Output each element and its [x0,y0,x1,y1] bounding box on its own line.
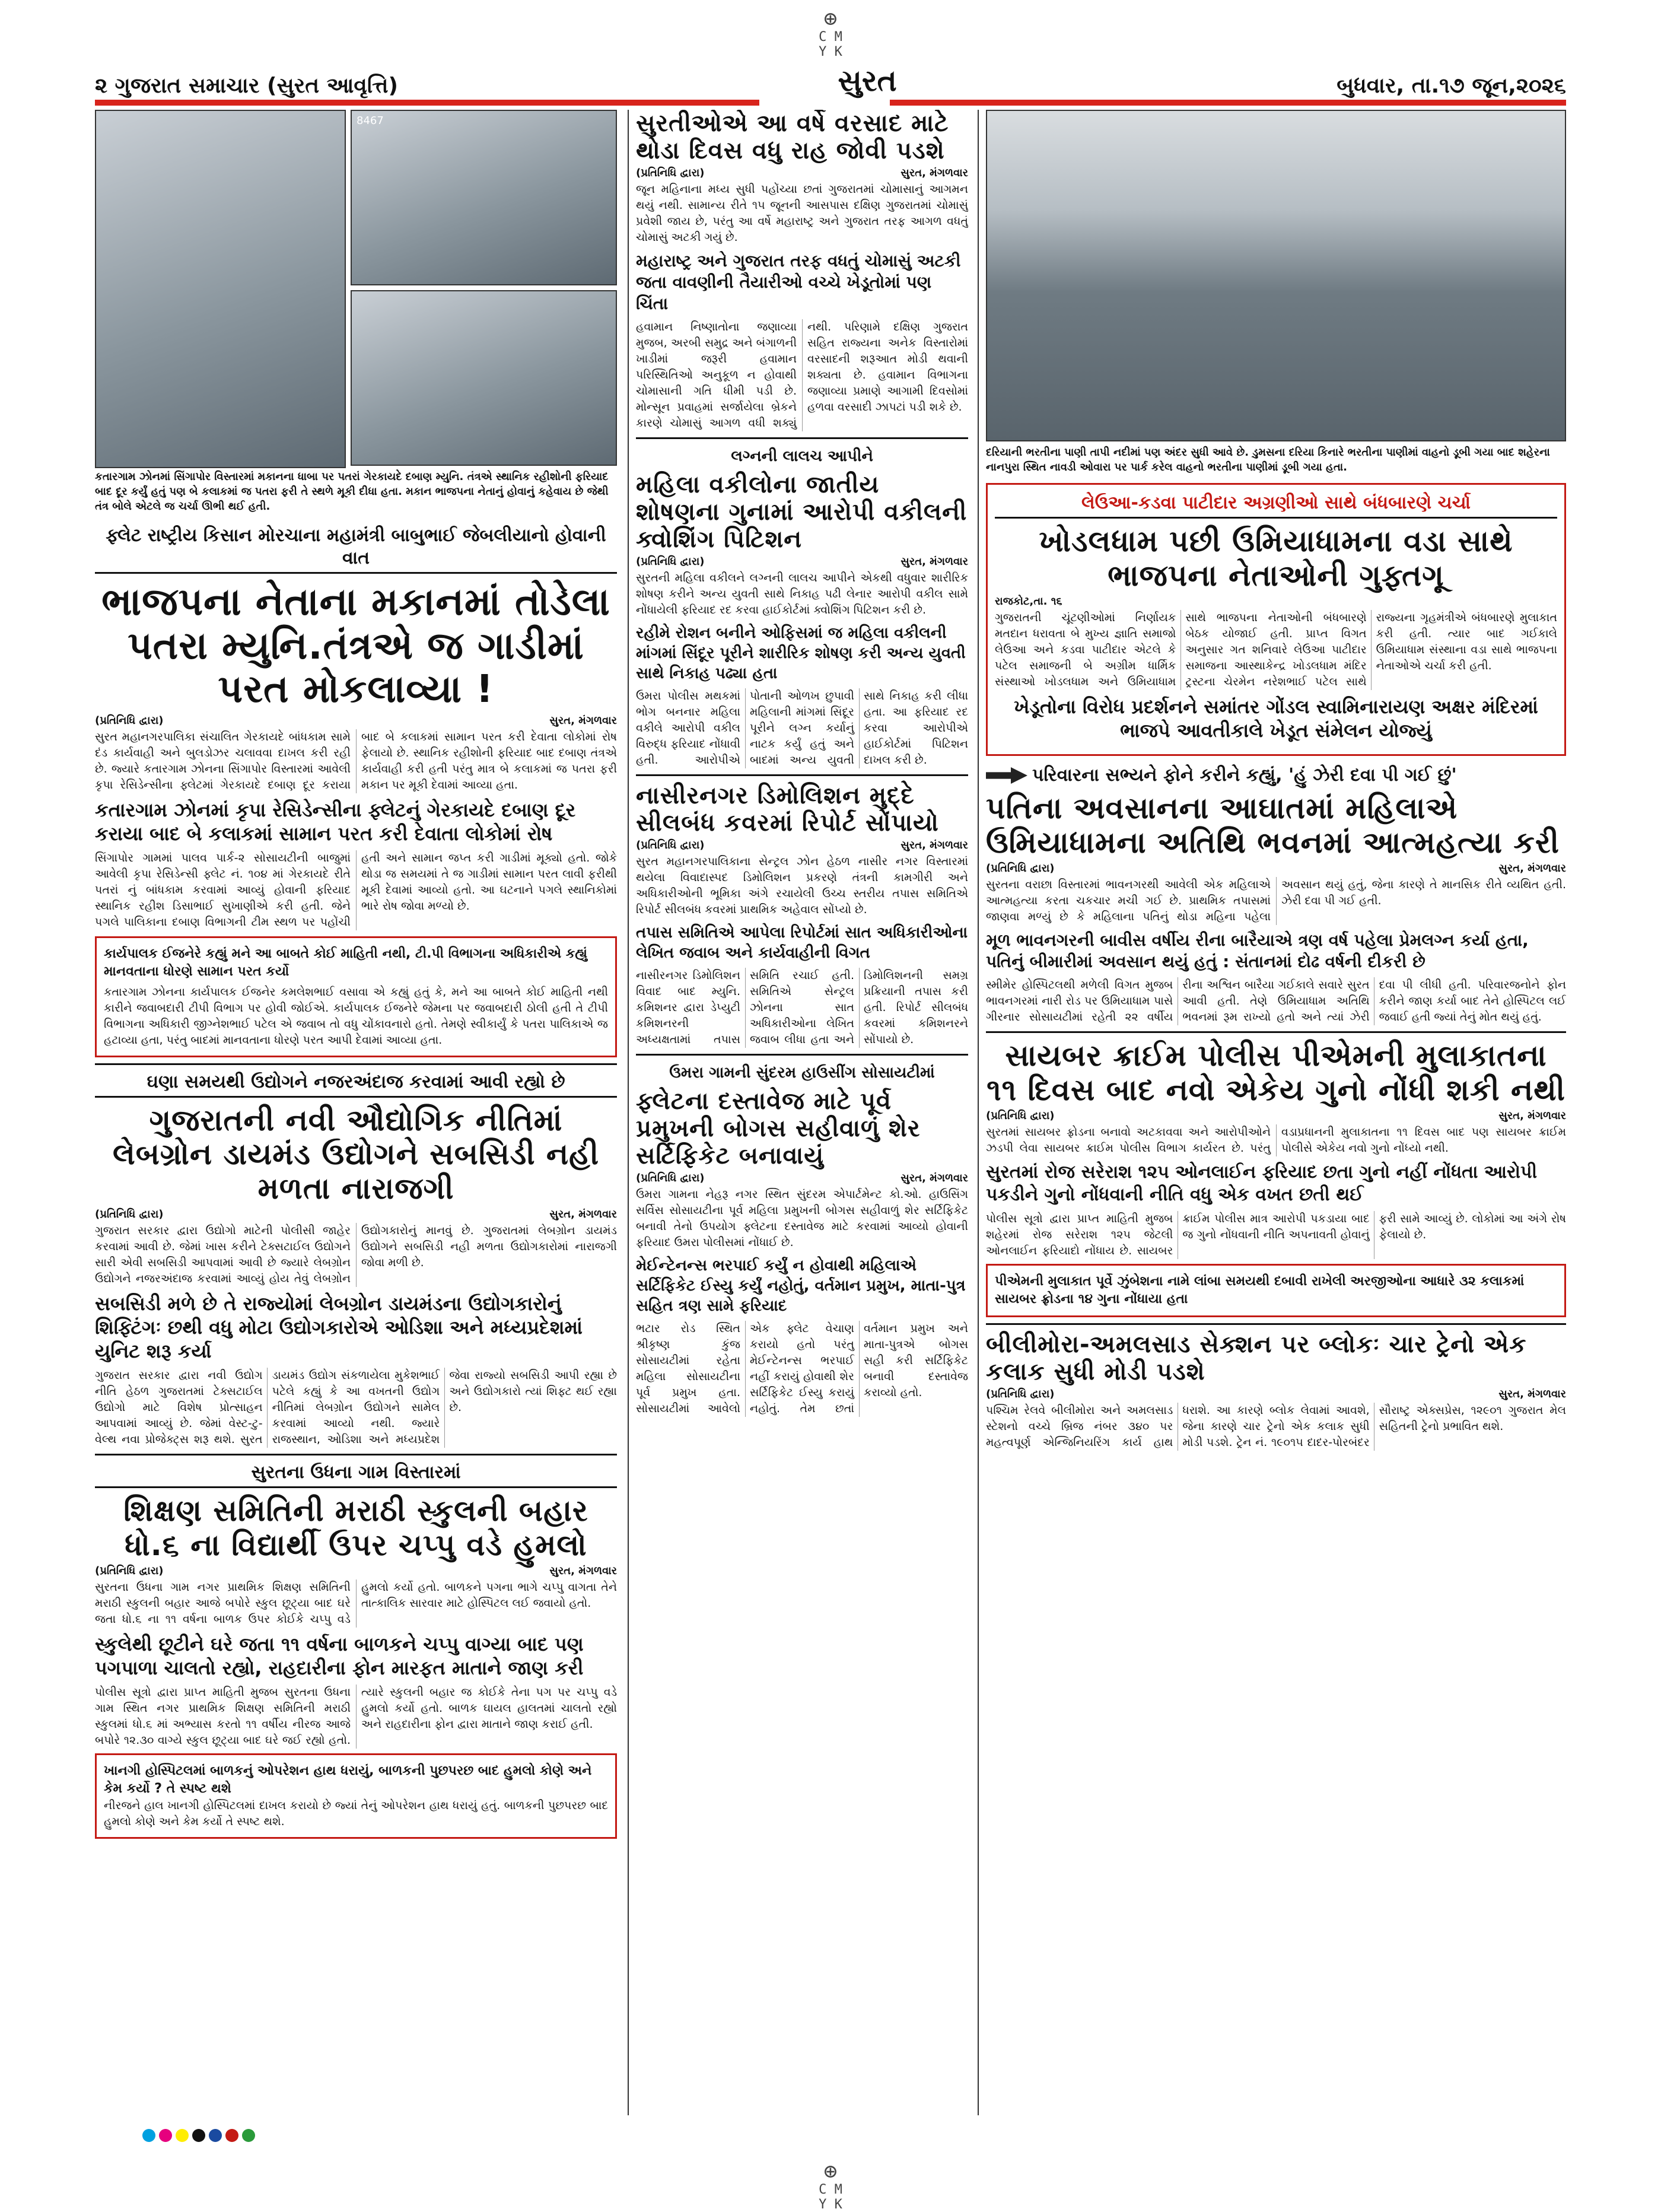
story-headline: નાસીરનગર ડિમોલિશન મુદ્દે સીલબંધ કવરમાં રિપોર્ટ સોંપાયો [636,782,939,837]
story-kicker-row [986,764,1566,787]
left-column [95,110,617,2115]
color-swatch [142,2129,155,2142]
byline: (પ્રતિનિધિ દ્વારા) [636,555,705,568]
registration-letters: C M Y K [819,2182,842,2212]
story-headline: પતિના અવસાનના આઘાતમાં મહિલાએ ઉમિયાધામના અતિથિ ભવનમાં આત્મહત્યા કરી [986,791,1560,860]
story-headline: ખોડલધામ પછી ઉમિયાધામના વડા સાથે ભાજપના નેતાઓની ગુફ્તગૂ [1039,524,1513,593]
story-body: સુરતના ઉધના ગામ નગર પ્રાથમિક શિક્ષણ સમિતિની મરાઠી સ્કુલની બહાર આજે બપોરે સ્કુલ છૂટ્યા બાદ ઘરે જતા ધો.૬ ના ૧૧ વર્ષના બાળક ઉપર કોઈકે ચપ્પુ વડે હુમલો કર્યો હતો. બાળકને પગના ભાગે ચપ્પુ વાગતા તેને તાત્કાલિક સારવાર માટે હોસ્પિટલ લઈ જવાયો હતો. [95,1581,617,1626]
story-dateline-row [986,1388,1566,1400]
story-subhead: રહીમે રોશન બનીને ઓફિસમાં જ મહિલા વકીલની માંગમાં સિંદૂર પૂરીને શારીરિક શોષણ કરી અન્ય યુવતી સાથે નિકાહ પઢ્યા હતા [636,624,966,682]
photo-stamp: 8467 [357,115,384,127]
dateline: સુરત, મંગળવાર [900,167,968,179]
color-swatch [159,2129,172,2142]
sidebar-box [95,936,617,1057]
story-dateline-row [986,1110,1566,1122]
story-subhead: મેઈન્ટેનન્સ ભરપાઈ કર્યું ન હોવાથી મહિલાએ સર્ટિફિકેટ ઈસ્યુ કર્યું નહોતું, વર્તમાન પ્રમુખ, માતા-પુત્ર સહિત ત્રણ સામે ફરિયાદ [636,1257,966,1315]
dateline: સુરત, મંગળવાર [549,1208,617,1221]
byline: (પ્રતિનિધિ દ્વારા) [636,167,705,179]
registration-mark-top: ⊕ C M Y K [813,7,848,59]
box-body: નીરજને હાલ ખાનગી હોસ્પિટલમાં દાખલ કરાયો છે જ્યાં તેનું ઓપરેશન હાથ ધરાયું હતું. બાળકની પુછપરછ બાદ હુમલો કોણે અને કેમ કર્યો તે સ્પષ્ટ થશે. [104,1799,608,1829]
color-control-strip [142,2129,255,2142]
story-subhead: સબસિડી મળે છે તે રાજ્યોમાં લેબગ્રોન ડાયમંડના ઉદ્યોગકારોનું શિફ્ટિંગઃ છથી વધુ મોટા ઉદ્યોગકારોએ ઓડિશા અને મધ્યપ્રદેશમાં યુનિટ શરૂ કર્યા [95,1292,583,1363]
byline: (પ્રતિનિધિ દ્વારા) [986,1110,1055,1122]
box-title: કાર્યપાલક ઈજનેરે કહ્યું મને આ બાબતે કોઈ માહિતી નથી, ટી.પી વિભાગના અધિકારીએ કહ્યું માનવતાના ધોરણે સામાન પરત કર્યો [104,946,587,979]
story-dateline-row [95,1565,617,1577]
flooded-cars-photo [986,110,1566,441]
story-subhead: સુરતમાં રોજ સરેરાશ ૧૨૫ ઓનલાઈન ફરિયાદ છતા ગુનો નહીં નોંધતા આરોપી પકડીને ગુનો નોંધવાની નીતિ વધુ એક વખત છતી થઈ [986,1162,1538,1205]
story-dateline-row [986,862,1566,875]
story-kicker: સુરતના ઉધના ગામ વિસ્તારમાં [95,1461,617,1488]
story-body: સુરતના વરાછા વિસ્તારમાં ભાવનગરથી આવેલી એક મહિલાએ આત્મહત્યા કરતા ચકચાર મચી ગઈ છે. પ્રાથમિક તપાસમાં જાણવા મળ્યું છે કે મહિલાના પતિનું થોડા મહિના પહેલા અવસાન થયું હતું, જેના કારણે તે માનસિક રીતે વ્યથિત હતી. ઝેરી દવા પી ગઈ હતી. [986,878,1566,923]
story-kicker: લગ્નની લાલચ આપીને [731,447,873,465]
top-left-photos [95,110,617,466]
dateline: સુરત, મંગળવાર [549,1565,617,1578]
story-body-2: નાસીરનગર ડિમોલિશન વિવાદ બાદ મ્યુનિ. કમિશનર દ્વારા ડેપ્યુટી કમિશનરની અધ્યક્ષતામાં તપાસ સમિતિ રચાઈ હતી. સમિતિએ સેન્ટ્રલ ઝોનના સાત અધિકારીઓના લેખિત જવાબ લીધા હતા અને ડિમોલિશનની સમગ્ર પ્રક્રિયાની તપાસ કરી હતી. રિપોર્ટ સીલબંધ કવરમાં કમિશનરને સોંપાયો છે. [636,969,968,1046]
color-swatch [176,2129,189,2142]
masthead-rule-left [95,100,759,106]
story-kicker: ફ્લેટ રાષ્ટ્રીય કિસાન મોરચાના મહામંત્રી બાબુભાઈ જેબલીયાનો હોવાની વાત [95,525,617,574]
sidebar-box [95,1753,617,1839]
story-kicker: પરિવારના સભ્યને ફોને કરીને કહ્યું, 'હું ઝેરી દવા પી ગઈ છું' [1032,765,1457,786]
story-body-2: સ્મીમેર હોસ્પિટલથી મળેલી વિગત મુજબ ભાવનગરમાં નારી રોડ પર ઉમિયાધામ પાસે ગીરનાર સોસાયટીમાં રહેતી ૨૨ વર્ષીય રીના અશ્વિન બારૈયા ગઈકાલે સવારે સુરત આવી હતી. તેણે ઉમિયાધામ અતિથિ ભવનમાં રૂમ રાખ્યો હતો અને ત્યાં ઝેરી દવા પી લીધી હતી. પરિવારજનોને ફોન કરીને જાણ કર્યા બાદ તેને હોસ્પિટલ લઈ જવાઈ હતી જ્યાં તેનું મોત થયું હતું. [986,978,1566,1024]
story-dateline-row [636,839,968,851]
story-subhead: તપાસ સમિતિએ આપેલા રિપોર્ટમાં સાત અધિકારીઓના લેખિત જવાબ અને કાર્યવાહીની વિગત [636,924,968,962]
registration-letters: C M Y K [819,30,842,59]
story-headline: બીલીમોરા-અમલસાડ સેક્શન પર બ્લોકઃ ચાર ટ્રેનો એક કલાક સુધી મોડી પડશે [986,1331,1527,1385]
dateline: સુરત, મંગળવાર [549,714,617,727]
story-kicker: લેઉઆ-કડવા પાટીદાર અગ્રણીઓ સાથે બંધબારણે ચર્ચા [995,492,1557,519]
story-body: સુરતમાં સાયબર ફ્રોડના બનાવો અટકાવવા અને આરોપીઓને ઝડપી લેવા સાયબર ક્રાઈમ પોલીસ વિભાગ કાર્યરત છે. પરંતુ વડાપ્રધાનની મુલાકાતના ૧૧ દિવસ બાદ પણ સાયબર ક્રાઈમ પોલીસે એકેય નવો ગુનો નોંધ્યો નથી. [986,1126,1566,1155]
dateline: સુરત, મંગળવાર [1498,862,1566,875]
story-subhead: સ્કુલેથી છૂટીને ઘરે જતા ૧૧ વર્ષના બાળકને ચપ્પુ વાગ્યા બાદ પણ પગપાળા ચાલતો રહ્યો, રાહદારીના ફોન મારફત માતાને જાણ કરી [95,1633,584,1680]
story-subhead: મહારાષ્ટ્ર અને ગુજરાત તરફ વધતું ચોમાસું અટકી જતા વાવણીની તૈયારીઓ વચ્ચે ખેડૂતોમાં પણ ચિંતા [636,251,961,313]
story-body-2: હવામાન નિષ્ણાતોના જણાવ્યા મુજબ, અરબી સમુદ્ર અને બંગાળની ખાડીમાં જરૂરી હવામાન પરિસ્થિતિઓ અનુકૂળ ન હોવાથી ચોમાસાની ગતિ ધીમી પડી છે. મોન્સૂન પ્રવાહમાં સર્જાયેલા બ્રેકને કારણે ચોમાસું આગળ વધી શક્યું નથી. પરિણામે દક્ષિણ ગુજરાત સહિત રાજ્યના અનેક વિસ્તારોમાં વરસાદની શરૂઆત મોડી થવાની શક્યતા છે. હવામાન વિભાગના જણાવ્યા પ્રમાણે આગામી દિવસોમાં હળવા વરસાદી ઝાપટાં પડી શકે છે. [636,320,968,430]
story-body: ઉમરા ગામના નેહરૂ નગર સ્થિત સુંદરમ એપાર્ટમેન્ટ કો.ઓ. હાઉસિંગ સર્વિસ સોસાયટીના પૂર્વ મહિલા પ્રમુખની બોગસ સહીવાળું શેર સર્ટિફિકેટ બનાવી તેનો ઉપયોગ ફ્લેટના દસ્તાવેજ માટે કરવામાં આવ્યો હોવાની ફરિયાદ ઉમરા પોલીસમાં નોંધાઈ છે. [636,1188,968,1249]
right-column [986,110,1566,2115]
byline: (પ્રતિનિધિ દ્વારા) [95,1208,164,1221]
dateline: સુરત, મંગળવાર [1498,1110,1566,1122]
edition-label: ૨ ગુજરાત સમાચાર (સુરત આવૃત્તિ) [95,74,398,98]
story-body: પશ્ચિમ રેલવે બીલીમોરા અને અમલસાડ સ્ટેશનો વચ્ચે બ્રિજ નંબર ૩૪૦ પર મહત્વપૂર્ણ એન્જિનિયરિંગ કાર્ય હાથ ધરાશે. આ કારણે બ્લોક લેવામાં આવશે, જેના કારણે ચાર ટ્રેનો એક કલાક સુધી મોડી પડશે. ટ્રેન નં. ૧૯૦૧૫ દાદર-પોરબંદર સૌરાષ્ટ્ર એક્સપ્રેસ, ૧૨૯૦૧ ગુજરાત મેલ સહિતની ટ્રેનો પ્રભાવિત થશે. [986,1404,1566,1449]
masthead [95,64,1566,98]
story-subhead: ખેડૂતોના વિરોધ પ્રદર્શનને સમાંતર ગોંડલ સ્વામિનારાયણ અક્ષર મંદિરમાં ભાજપે આવતીકાલે ખેડૂત સંમેલન યોજ્યું [1014,695,1538,742]
color-swatch [209,2129,222,2142]
story-dateline-row [636,555,968,568]
story-headline: મહિલા વકીલોના જાતીય શોષણના ગુનામાં આરોપી વકીલની ક્વોશિંગ પિટિશન [636,471,968,553]
dateline: સુરત, મંગળવાર [900,1172,968,1184]
story-headline: ભાજપના નેતાના મકાનમાં તોડેલા પતરા મ્યુનિ.તંત્રએ જ ગાડીમાં પરત મોકલાવ્યા ! [101,580,610,712]
story-headline: સાયબર ક્રાઈમ પોલીસ પીએમની મુલાકાતના ૧૧ દિવસ બાદ નવો એકેય ગુનો નોંધી શકી નથી [987,1038,1565,1107]
dateline: સુરત, મંગળવાર [1498,1388,1566,1400]
story-dateline-row [995,595,1557,608]
dateline: રાજકોટ,તા. ૧૬ [995,595,1062,608]
byline: (પ્રતિનિધિ દ્વારા) [95,1565,164,1578]
pointing-hand-icon [986,767,1027,784]
color-swatch [192,2129,205,2142]
demolition-photo [351,290,617,466]
column-rule [978,110,979,2115]
story-body-2: સિંગાપોર ગામમાં પાલવ પાર્ક-૨ સોસાયટીની બાજુમાં આવેલી કૃપા રેસિડેન્સી ફ્લેટ નં. ૧૦૪ માં ગેરકાયદે રીતે પતરાં નું બાંધકામ કરવામાં આવ્યું હોવાની ફરિયાદ સ્થાનિક રહીશ ડિસાભાઈ સુખાણીએ કરી હતી. જેને પગલે પાલિકાના દબાણ વિભાગની ટીમ સ્થળ પર પહોંચી હતી અને સામાન જપ્ત કરી ગાડીમાં મૂક્યો હતો. જોકે થોડા જ સમયમાં તે જ ગાડીમાં સામાન પરત લાવી ફરીથી મૂકી દેવામાં આવ્યો હતો. આ ઘટનાને પગલે સ્થાનિકોમાં ભારે રોષ જોવા મળ્યો છે. [95,851,617,929]
story-body: સુરતની મહિલા વકીલને લગ્નની લાલચ આપીને એકથી વધુવાર શારીરિક શોષણ કરીને અન્ય યુવતી સાથે નિકાહ પઢી લેનાર આરોપી વકીલ સામે નોંધાયેલી ફરિયાદ રદ કરવા હાઈકોર્ટમાં ક્વોશિંગ પિટિશન કરી છે. [636,571,968,616]
story-body: ગુજરાતની ચૂંટણીઓમાં નિર્ણાયક મતદાન ધરાવતા બે મુખ્ય જ્ઞાતિ સમાજો લેઉઆ અને કડવા પાટીદાર એટલે કે પટેલ સમાજની બે અગ્રીમ ધાર્મિક સંસ્થાઓ ખોડલધામ અને ઉમિયાધામ સાથે ભાજપના નેતાઓની બંધબારણે બેઠક યોજાઈ હતી. પ્રાપ્ત વિગત અનુસાર ગત શનિવારે લેઉઆ પાટીદાર સમાજના આસ્થાકેન્દ્ર ખોડલધામ મંદિર ટ્રસ્ટના ચેરમેન નરેશભાઈ પટેલ સાથે રાજ્યના ગૃહમંત્રીએ બંધબારણે મુલાકાત કરી હતી. ત્યાર બાદ ગઈકાલે ઉમિયાધામ સંસ્થાના વડા સાથે ભાજપના નેતાઓએ ચર્ચા કરી હતી. [995,611,1557,688]
story-body-2: પોલીસ સૂત્રો દ્વારા પ્રાપ્ત માહિતી મુજબ સુરતના ઉધના ગામ સ્થિત નગર પ્રાથમિક શિક્ષણ સમિતિની મરાઠી સ્કુલમાં ધો.૬ માં અભ્યાસ કરતો ૧૧ વર્ષીય નીરજ આજે બપોરે ૧૨.૩૦ વાગ્યે સ્કુલ છૂટ્યા બાદ ઘરે જઈ રહ્યો હતો. ત્યારે સ્કુલની બહાર જ કોઈકે તેના પગ પર ચપ્પુ વડે હુમલો કર્યો હતો. બાળક ઘાયલ હાલતમાં ચાલતો રહ્યો અને રાહદારીના ફોન દ્વારા માતાને જાણ કરાઈ હતી. [95,1686,617,1747]
byline: (પ્રતિનિધિ દ્વારા) [636,1172,705,1184]
khodaldham-box [986,483,1566,756]
color-swatch [225,2129,238,2142]
story-body-2: પોલીસ સૂત્રો દ્વારા પ્રાપ્ત માહિતી મુજબ શહેરમાં રોજ સરેરાશ ૧૨૫ જેટલી ઓનલાઈન ફરિયાદો નોંધાય છે. સાયબર ક્રાઈમ પોલીસ માત્ર આરોપી પકડાયા બાદ જ ગુનો નોંધવાની નીતિ અપનાવતી હોવાનું ફરી સામે આવ્યું છે. લોકોમાં આ અંગે રોષ ફેલાયો છે. [986,1212,1566,1257]
story-subhead: મૂળ ભાવનગરની બાવીસ વર્ષીય રીના બારૈયાએ ત્રણ વર્ષ પહેલા પ્રેમલગ્ન કર્યા હતા, પતિનું બીમારીમાં અવસાન થયું હતું : સંતાનમાં દોઢ વર્ષની દીકરી છે [986,930,1529,971]
dateline: સુરત, મંગળવાર [900,555,968,568]
photo-caption: કતારગામ ઝોનમાં સિંગાપોર વિસ્તારમાં મકાનના ધાબા પર પતરાં ગેરકાયદે દબાણ મ્યુનિ. તંત્રએ સ્થાનિક રહીશોની ફરિયાદ બાદ દૂર કર્યું હતું પણ બે કલાકમાં જ પતરા ફરી તે સ્થળે મૂકી દીધા હતા. મકાન ભાજપના નેતાનું હોવાનું કહેવાય છે જેથી તંત્ર બોલે એટલે જ ચર્ચા ઊભી થઈ હતી. [95,471,609,513]
byline: (પ્રતિનિધિ દ્વારા) [986,862,1055,875]
story-body-2: ઉમરા પોલીસ મથકમાં ભોગ બનનાર મહિલા વકીલે આરોપી વકીલ વિરુદ્ધ ફરિયાદ નોંધાવી હતી. આરોપીએ પોતાની ઓળખ છુપાવી મહિલાની માંગમાં સિંદૂર પૂરીને લગ્ન કર્યાનું નાટક કર્યું હતું અને બાદમાં અન્ય યુવતી સાથે નિકાહ કરી લીધા હતા. આ ફરિયાદ રદ કરવા આરોપીએ હાઈકોર્ટમાં પિટિશન દાખલ કરી છે. [636,689,968,767]
story-body-2: ગુજરાત સરકાર દ્વારા નવી ઉદ્યોગ નીતિ હેઠળ ગુજરાતમાં ટેક્સટાઈલ ઉદ્યોગો માટે વિશેષ પ્રોત્સાહન આપવામાં આવ્યું છે. જેમાં વેસ્ટ-ટુ-વેલ્થ નવા પ્રોજેક્ટ્સ શરૂ થશે. સુરત ડાયમંડ ઉદ્યોગ સંકળાયેલા મુકેશભાઈ પટેલે કહ્યું કે આ વખતની ઉદ્યોગ નીતિમાં લેબગ્રોન ઉદ્યોગને સામેલ કરવામાં આવ્યો નથી. જ્યારે રાજસ્થાન, ઓડિશા અને મધ્યપ્રદેશ જેવા રાજ્યો સબસિડી આપી રહ્યા છે અને ઉદ્યોગકારો ત્યાં શિફ્ટ થઈ રહ્યા છે. [95,1369,617,1447]
building-photo [95,110,346,468]
story-kicker: ઉમરા ગામની સુંદરમ હાઉસીંગ સોસાયટીમાં [669,1064,935,1082]
byline: (પ્રતિનિધિ દ્વારા) [95,714,164,727]
color-swatch [242,2129,255,2142]
middle-column [636,110,968,2115]
byline: (પ્રતિનિધિ દ્વારા) [986,1388,1055,1400]
byline: (પ્રતિનિધિ દ્વારા) [636,839,705,851]
section-title: સુરત [838,63,897,98]
photo-caption: દરિયાની ભરતીના પાણી તાપી નદીમાં પણ અંદર સુધી આવે છે. ડુમસના દરિયા કિનારે ભરતીના પાણીમાં વાહનો ડૂબી ગયા બાદ શહેરના નાનપુરા સ્થિત નાવડી ઓવારા પર પાર્ક કરેલ વાહનો ભરતીના પાણીમાં ડૂબી ગયા હતા. [986,446,1550,473]
box-title: ખાનગી હોસ્પિટલમાં બાળકનું ઓપરેશન હાથ ધરાયું, બાળકની પુછપરછ બાદ હુમલો કોણે અને કેમ કર્યો ? તે સ્પષ્ટ થશે [104,1763,592,1797]
story-body: સુરત મહાનગરપાલિકાના સેન્ટ્રલ ઝોન હેઠળ નાસીર નગર વિસ્તારમાં થયેલા વિવાદાસ્પદ ડિમોલિશન પ્રકરણે તંત્રની કામગીરી અને અધિકારીઓની ભૂમિકા અંગે રચાયેલી ઉચ્ચ સ્તરીય તપાસ સમિતિએ રિપોર્ટ સીલબંધ કવરમાં પ્રાથમિક અહેવાલ સોંપ્યો છે. [636,855,968,916]
box-body: કતારગામ ઝોનના કાર્યપાલક ઈજનેર કમલેશભાઈ વસાવા એ કહ્યું હતું કે, મને આ બાબતે કોઈ માહિતી નથી કારીને જવાબદારી ટીપી વિભાગ પર હોવી જોઈએ. કાર્યપાલક ઈજનેરે જેમના પર જવાબદારી ઠોલી હતી તે ટીપી વિભાગના અધિકારી જીગ્નેશભાઈ પટેલ એ જવાબ તો વધુ ચોંકાવનારો હતો. તેમણે સ્વીકાર્યું કે પતરા પાલિકાએ જ હટાવ્યા હતા, પરંતુ બાદમાં માનવતાના ધોરણે પરત આપી દેવામાં આવ્યા હતા. [104,985,608,1047]
story-body: સુરત મહાનગરપાલિકા સંચાલિત ગેરકાયદે બાંધકામ સામે દંડ કાર્યવાહી અને બુલડોઝર ચલાવવા દાખલ કરી રહી છે. જ્યારે કતારગામ ઝોનના સિંગાપોર વિસ્તારમાં આવેલી કૃપા રેસિડેન્સીના ફ્લેટમાં ગેરકાયદે દબાણ દૂર કરાયા બાદ બે કલાકમાં સામાન પરત કરી દેવાતા લોકોમાં રોષ ફેલાયો છે. સ્થાનિક રહીશોની ફરિયાદ બાદ દબાણ તંત્રએ કાર્યવાહી કરી હતી પરંતુ માત્ર બે કલાકમાં જ પતરા ફરી મકાન પર મૂકી દેવામાં આવ્યા હતા. [95,730,617,792]
story-body: ગુજરાત સરકાર દ્વારા ઉદ્યોગો માટેની પોલીસી જાહેર કરવામાં આવી છે. જેમાં ખાસ કરીને ટેક્સટાઈલ ઉદ્યોગને સારી એવી સબસિડી આપવામાં આવી છે જ્યારે લેબગ્રોન ઉદ્યોગને નજરઅંદાજ કરવામાં આવ્યું હોય તેવું લેબગ્રોન ઉદ્યોગકારોનું માનવું છે. ગુજરાતમાં લેબગ્રોન ડાયમંડ ઉદ્યોગને સબસિડી નહી મળતા ઉદ્યોગકારોમાં નારાજગી જોવા મળી છે. [95,1224,617,1286]
truck-photo [351,110,617,285]
story-headline: સુરતીઓએ આ વર્ષે વરસાદ માટે થોડા દિવસ વધુ રાહ જોવી પડશે [636,110,949,164]
story-kicker: ઘણા સમયથી ઉદ્યોગને નજરઅંદાજ કરવામાં આવી રહ્યો છે [95,1071,617,1098]
sidebar-box: પીએમની મુલાકાત પૂર્વે ઝુંબેશના નામે લાંબા સમયથી દબાવી રાખેલી અરજીઓના આધારે ૩૨ કલાકમાં સાયબર ફ્રોડના ૧૪ ગુના નોંધાયા હતા [986,1264,1566,1317]
story-headline: શિક્ષણ સમિતિની મરાઠી સ્કુલની બહાર ધો.૬ ના વિદ્યાર્થી ઉપર ચપ્પુ વડે હુમલો [123,1493,588,1562]
story-dateline-row [636,167,968,179]
column-rule [628,110,629,2115]
story-headline: ફ્લેટના દસ્તાવેજ માટે પૂર્વ પ્રમુખની બોગસ સહીવાળું શેર સર્ટિફિકેટ બનાવાયું [636,1088,921,1169]
dateline: સુરત, મંગળવાર [900,839,968,851]
story-body-2: ભટાર રોડ સ્થિત શ્રીકૃષ્ણ કુંજ સોસાયટીમાં રહેતા મહિલા સોસાયટીના પૂર્વ પ્રમુખ હતા. સોસાયટીમાં આવેલો એક ફ્લેટ વેચાણ કરાયો હતો પરંતુ મેઈન્ટેનન્સ ભરપાઈ નહીં કરાયું હોવાથી શેર સર્ટિફિકેટ ઈસ્યુ કરાયું નહોતું. તેમ છતાં વર્તમાન પ્રમુખ અને માતા-પુત્રએ બોગસ સહી કરી સર્ટિફિકેટ બનાવી દસ્તાવેજ કરાવ્યો હતો. [636,1322,968,1415]
story-body: જૂન મહિનાના મધ્ય સુધી પહોંચ્યા છતાં ગુજરાતમાં ચોમાસાનું આગમન થયું નથી. સામાન્ય રીતે ૧૫ જૂનની આસપાસ દક્ષિણ ગુજરાતમાં ચોમાસું પ્રવેશી જાય છે, પરંતુ આ વર્ષે મહારાષ્ટ્ર અને ગુજરાત તરફ આગળ વધતું ચોમાસું અટકી ગયું છે. [636,183,968,244]
story-dateline-row [95,1208,617,1221]
story-dateline-row [636,1172,968,1184]
issue-date: બુધવાર, તા.૧૭ જૂન,૨૦૨૬ [1337,74,1566,98]
registration-mark-bottom: ⊕ C M Y K [813,2160,848,2212]
story-headline: ગુજરાતની નવી ઔદ્યોગિક નીતિમાં લેબગ્રોન ડાયમંડ ઉદ્યોગને સબસિડી નહી મળતા નારાજગી [112,1102,600,1206]
story-dateline-row [95,714,617,727]
story-subhead: કતારગામ ઝોનમાં કૃપા રેસિડેન્સીના ફ્લેટનું ગેરકાયદે દબાણ દૂર કરાયા બાદ બે કલાકમાં સામાન પરત કરી દેવાતા લોકોમાં રોષ [95,798,576,845]
masthead-rule-right [890,100,1566,106]
